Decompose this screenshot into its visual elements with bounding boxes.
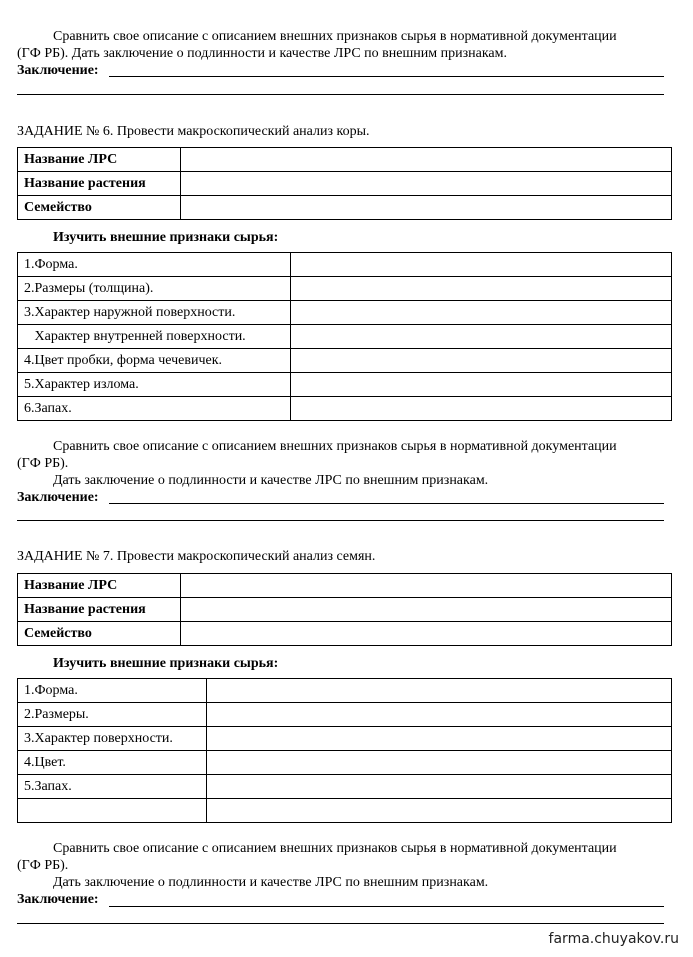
- compare-text-line2: (ГФ РБ). Дать заключение о подлинности и качестве ЛРС по внешним признакам.: [17, 46, 507, 61]
- feature-value[interactable]: [207, 799, 672, 823]
- feature-label: 6.Запах.: [18, 397, 291, 421]
- table-row: [18, 253, 672, 277]
- task6-conclusion-label: Заключение:: [17, 490, 99, 505]
- task7-compare-line1: Сравнить свое описание с описанием внешних признаков сырья в нормативной документации: [53, 841, 617, 856]
- feature-value[interactable]: [291, 277, 672, 301]
- feature-value[interactable]: [207, 775, 672, 799]
- info-value-family[interactable]: [181, 622, 672, 646]
- info-label-lrs: Название ЛРС: [18, 148, 181, 172]
- table-row: [18, 373, 672, 397]
- watermark-text: farma.chuyakov.ru: [548, 931, 679, 947]
- conclusion-label: Заключение:: [17, 63, 99, 78]
- table-row: [18, 727, 672, 751]
- feature-label: 4.Цвет пробки, форма чечевичек.: [18, 349, 291, 373]
- table-row: [18, 397, 672, 421]
- table-row: [18, 196, 672, 220]
- info-value-family[interactable]: [181, 196, 672, 220]
- feature-value[interactable]: [291, 349, 672, 373]
- info-value-lrs[interactable]: [181, 574, 672, 598]
- table-row: [18, 574, 672, 598]
- table-row: [18, 775, 672, 799]
- task6-conclusion-line-2: [17, 520, 664, 521]
- feature-label: 5.Запах.: [18, 775, 207, 799]
- feature-label: 2.Размеры.: [18, 703, 207, 727]
- info-label-plant: Название растения: [18, 172, 181, 196]
- feature-label: 2.Размеры (толщина).: [18, 277, 291, 301]
- task7-conclusion-label: Заключение:: [17, 892, 99, 907]
- table-row: [18, 679, 672, 703]
- task6-title: ЗАДАНИЕ № 6. Провести макроскопический анализ коры.: [17, 124, 370, 139]
- feature-label: 3.Характер поверхности.: [18, 727, 207, 751]
- compare-text-line1: Сравнить свое описание с описанием внешних признаков сырья в нормативной документации: [53, 29, 617, 44]
- info-label-plant: Название растения: [18, 598, 181, 622]
- table-row: [18, 172, 672, 196]
- table-row: [18, 751, 672, 775]
- task7-study-heading: Изучить внешние признаки сырья:: [53, 656, 279, 671]
- feature-label: 1.Форма.: [18, 679, 207, 703]
- conclusion-line: [109, 76, 664, 77]
- feature-value[interactable]: [291, 253, 672, 277]
- feature-label: Характер внутренней поверхности.: [18, 325, 291, 349]
- conclusion-line-2: [17, 94, 664, 95]
- feature-value[interactable]: [207, 703, 672, 727]
- task7-info-table: [17, 573, 672, 646]
- feature-label: 1.Форма.: [18, 253, 291, 277]
- task6-compare-line1: Сравнить свое описание с описанием внешних признаков сырья в нормативной документации: [53, 439, 617, 454]
- table-row: [18, 799, 672, 823]
- info-label-lrs: Название ЛРС: [18, 574, 181, 598]
- task7-features-table: [17, 678, 672, 823]
- task6-compare-line2: (ГФ РБ).: [17, 456, 69, 471]
- table-row: [18, 148, 672, 172]
- task7-title: ЗАДАНИЕ № 7. Провести макроскопический анализ семян.: [17, 549, 376, 564]
- feature-value[interactable]: [291, 325, 672, 349]
- info-label-family: Семейство: [18, 196, 181, 220]
- task7-conclusion-line-2: [17, 923, 664, 924]
- task6-info-table: [17, 147, 672, 220]
- feature-label: 4.Цвет.: [18, 751, 207, 775]
- feature-value[interactable]: [291, 373, 672, 397]
- feature-value[interactable]: [207, 727, 672, 751]
- feature-label: [18, 799, 207, 823]
- table-row: [18, 277, 672, 301]
- task6-features-table: [17, 252, 672, 421]
- task6-study-heading: Изучить внешние признаки сырья:: [53, 230, 279, 245]
- info-value-lrs[interactable]: [181, 148, 672, 172]
- task7-conclusion-line: [109, 906, 664, 907]
- task7-compare-line3: Дать заключение о подлинности и качестве ЛРС по внешним признакам.: [53, 875, 489, 890]
- table-row: [18, 598, 672, 622]
- task6-compare-line3: Дать заключение о подлинности и качестве ЛРС по внешним признакам.: [53, 473, 489, 488]
- feature-label: 3.Характер наружной поверхности.: [18, 301, 291, 325]
- table-row: [18, 622, 672, 646]
- feature-value[interactable]: [291, 301, 672, 325]
- feature-value[interactable]: [207, 751, 672, 775]
- feature-value[interactable]: [291, 397, 672, 421]
- table-row: [18, 301, 672, 325]
- table-row: [18, 349, 672, 373]
- info-value-plant[interactable]: [181, 172, 672, 196]
- task7-compare-line2: (ГФ РБ).: [17, 858, 69, 873]
- task6-conclusion-line: [109, 503, 664, 504]
- feature-label: 5.Характер излома.: [18, 373, 291, 397]
- info-value-plant[interactable]: [181, 598, 672, 622]
- table-row: [18, 703, 672, 727]
- info-label-family: Семейство: [18, 622, 181, 646]
- feature-value[interactable]: [207, 679, 672, 703]
- table-row: [18, 325, 672, 349]
